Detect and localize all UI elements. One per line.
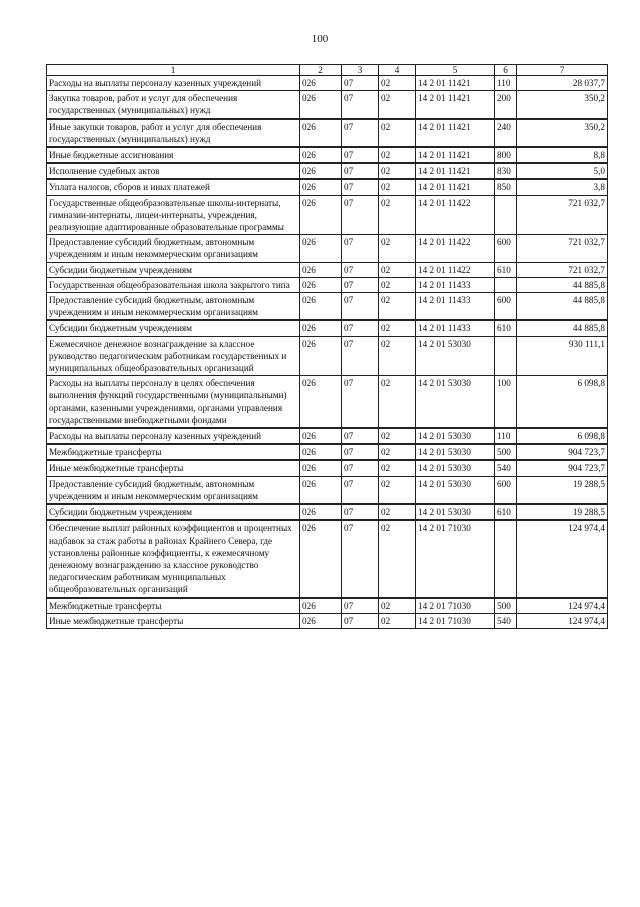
ved-code: 026 xyxy=(300,444,342,460)
column-header: 7 xyxy=(517,65,608,76)
amount: 8,8 xyxy=(517,147,608,163)
target-article-code: 14 2 01 11421 xyxy=(416,179,495,195)
amount: 930 111,1 xyxy=(517,336,608,376)
section-code: 07 xyxy=(342,163,379,179)
table-row xyxy=(47,476,608,504)
ved-code: 026 xyxy=(300,520,342,597)
section-code: 07 xyxy=(342,376,379,428)
ved-code: 026 xyxy=(300,320,342,336)
target-article-code: 14 2 01 71030 xyxy=(416,520,495,597)
subsection-code: 02 xyxy=(379,262,416,277)
target-article-code: 14 2 01 53030 xyxy=(416,336,495,376)
row-name: Межбюджетные трансферты xyxy=(47,598,300,614)
table-row xyxy=(47,179,608,195)
expense-type-code xyxy=(495,520,517,597)
ved-code: 026 xyxy=(300,428,342,444)
subsection-code: 02 xyxy=(379,119,416,147)
ved-code: 026 xyxy=(300,147,342,163)
section-code: 07 xyxy=(342,598,379,614)
table-row xyxy=(47,460,608,476)
subsection-code: 02 xyxy=(379,277,416,292)
target-article-code: 14 2 01 53030 xyxy=(416,376,495,428)
expense-type-code xyxy=(495,277,517,292)
amount: 721 032,7 xyxy=(517,195,608,235)
expense-type-code: 830 xyxy=(495,163,517,179)
expense-type-code: 110 xyxy=(495,428,517,444)
expense-type-code: 610 xyxy=(495,504,517,520)
amount: 19 288,5 xyxy=(517,504,608,520)
ved-code: 026 xyxy=(300,613,342,628)
ved-code: 026 xyxy=(300,460,342,476)
table-row xyxy=(47,262,608,277)
target-article-code: 14 2 01 11433 xyxy=(416,320,495,336)
table-row xyxy=(47,376,608,428)
ved-code: 026 xyxy=(300,195,342,235)
target-article-code: 14 2 01 53030 xyxy=(416,504,495,520)
section-code: 07 xyxy=(342,520,379,597)
target-article-code: 14 2 01 11422 xyxy=(416,195,495,235)
subsection-code: 02 xyxy=(379,179,416,195)
section-code: 07 xyxy=(342,460,379,476)
target-article-code: 14 2 01 11421 xyxy=(416,76,495,91)
amount: 350,2 xyxy=(517,119,608,147)
row-name: Уплата налогов, сборов и иных платежей xyxy=(47,179,300,195)
section-code: 07 xyxy=(342,235,379,262)
section-code: 07 xyxy=(342,444,379,460)
row-name: Предоставление субсидий бюджетным, автономным учреждениям и иным некоммерческим организациям xyxy=(47,476,300,504)
row-name: Обеспечение выплат районных коэффициентов и процентных надбавок за стаж работы в районах Крайнего Севера, где установлены районные коэффициенты, к ежемесячному денежному вознаграждению за классное руководство педагогическим работникам муниципальных общеобразовательных организаций xyxy=(47,520,300,597)
expense-type-code: 850 xyxy=(495,179,517,195)
column-header: 3 xyxy=(342,65,379,76)
row-name: Ежемесячное денежное вознаграждение за классное руководство педагогическим работникам государственных и муниципальных общеобразовательных организаций xyxy=(47,336,300,376)
row-name: Предоставление субсидий бюджетным, автономным учреждениям и иным некоммерческим организациям xyxy=(47,235,300,262)
row-name: Расходы на выплаты персоналу казенных учреждений xyxy=(47,428,300,444)
expense-type-code: 240 xyxy=(495,119,517,147)
target-article-code: 14 2 01 11433 xyxy=(416,293,495,321)
table-body xyxy=(47,76,608,629)
row-name: Предоставление субсидий бюджетным, автономным учреждениям и иным некоммерческим организациям xyxy=(47,293,300,321)
ved-code: 026 xyxy=(300,91,342,119)
section-code: 07 xyxy=(342,613,379,628)
subsection-code: 02 xyxy=(379,195,416,235)
subsection-code: 02 xyxy=(379,293,416,321)
subsection-code: 02 xyxy=(379,76,416,91)
section-code: 07 xyxy=(342,76,379,91)
target-article-code: 14 2 01 71030 xyxy=(416,613,495,628)
amount: 6 098,8 xyxy=(517,376,608,428)
expense-type-code xyxy=(495,336,517,376)
ved-code: 026 xyxy=(300,235,342,262)
row-name: Государственные общеобразовательные школы-интернаты, гимназии-интернаты, лицеи-интернаты, учреждения, реализующие адаптированные образовательные программы xyxy=(47,195,300,235)
ved-code: 026 xyxy=(300,336,342,376)
column-header: 2 xyxy=(300,65,342,76)
expense-type-code: 540 xyxy=(495,613,517,628)
column-header: 4 xyxy=(379,65,416,76)
target-article-code: 14 2 01 11433 xyxy=(416,277,495,292)
amount: 6 098,8 xyxy=(517,428,608,444)
ved-code: 026 xyxy=(300,76,342,91)
table-row xyxy=(47,520,608,597)
target-article-code: 14 2 01 53030 xyxy=(416,428,495,444)
table-row xyxy=(47,320,608,336)
ved-code: 026 xyxy=(300,277,342,292)
section-code: 07 xyxy=(342,179,379,195)
expense-type-code: 540 xyxy=(495,460,517,476)
subsection-code: 02 xyxy=(379,376,416,428)
table-row xyxy=(47,163,608,179)
expense-type-code: 100 xyxy=(495,376,517,428)
row-name: Субсидии бюджетным учреждениям xyxy=(47,504,300,520)
section-code: 07 xyxy=(342,476,379,504)
table-row xyxy=(47,235,608,262)
section-code: 07 xyxy=(342,336,379,376)
row-name: Иные межбюджетные трансферты xyxy=(47,460,300,476)
table-row xyxy=(47,277,608,292)
amount: 44 885,8 xyxy=(517,277,608,292)
expense-type-code: 610 xyxy=(495,320,517,336)
target-article-code: 14 2 01 71030 xyxy=(416,598,495,614)
row-name: Государственная общеобразовательная школа закрытого типа xyxy=(47,277,300,292)
subsection-code: 02 xyxy=(379,476,416,504)
table-row xyxy=(47,147,608,163)
ved-code: 026 xyxy=(300,293,342,321)
column-number-row xyxy=(47,65,608,76)
amount: 124 974,4 xyxy=(517,520,608,597)
subsection-code: 02 xyxy=(379,504,416,520)
subsection-code: 02 xyxy=(379,613,416,628)
amount: 721 032,7 xyxy=(517,262,608,277)
table-row xyxy=(47,613,608,628)
subsection-code: 02 xyxy=(379,444,416,460)
amount: 124 974,4 xyxy=(517,613,608,628)
row-name: Иные межбюджетные трансферты xyxy=(47,613,300,628)
section-code: 07 xyxy=(342,147,379,163)
amount: 44 885,8 xyxy=(517,293,608,321)
table-row xyxy=(47,119,608,147)
column-header: 5 xyxy=(416,65,495,76)
amount: 19 288,5 xyxy=(517,476,608,504)
expense-type-code: 500 xyxy=(495,598,517,614)
subsection-code: 02 xyxy=(379,320,416,336)
row-name: Иные бюджетные ассигнования xyxy=(47,147,300,163)
expense-type-code: 610 xyxy=(495,262,517,277)
expense-type-code: 500 xyxy=(495,444,517,460)
expense-type-code: 600 xyxy=(495,293,517,321)
target-article-code: 14 2 01 53030 xyxy=(416,460,495,476)
subsection-code: 02 xyxy=(379,428,416,444)
section-code: 07 xyxy=(342,293,379,321)
subsection-code: 02 xyxy=(379,460,416,476)
budget-table xyxy=(46,64,608,629)
target-article-code: 14 2 01 11422 xyxy=(416,235,495,262)
ved-code: 026 xyxy=(300,163,342,179)
target-article-code: 14 2 01 53030 xyxy=(416,444,495,460)
subsection-code: 02 xyxy=(379,91,416,119)
expense-type-code: 600 xyxy=(495,476,517,504)
ved-code: 026 xyxy=(300,179,342,195)
amount: 44 885,8 xyxy=(517,320,608,336)
amount: 3,8 xyxy=(517,179,608,195)
amount: 904 723,7 xyxy=(517,444,608,460)
row-name: Расходы на выплаты персоналу казенных учреждений xyxy=(47,76,300,91)
row-name: Иные закупки товаров, работ и услуг для обеспечения государственных (муниципальных) нужд xyxy=(47,119,300,147)
table-row xyxy=(47,598,608,614)
subsection-code: 02 xyxy=(379,520,416,597)
expense-type-code: 800 xyxy=(495,147,517,163)
subsection-code: 02 xyxy=(379,336,416,376)
ved-code: 026 xyxy=(300,598,342,614)
target-article-code: 14 2 01 53030 xyxy=(416,476,495,504)
column-header: 1 xyxy=(47,65,300,76)
column-header: 6 xyxy=(495,65,517,76)
section-code: 07 xyxy=(342,119,379,147)
table-row xyxy=(47,428,608,444)
amount: 5,0 xyxy=(517,163,608,179)
section-code: 07 xyxy=(342,262,379,277)
ved-code: 026 xyxy=(300,476,342,504)
amount: 721 032,7 xyxy=(517,235,608,262)
row-name: Исполнение судебных актов xyxy=(47,163,300,179)
section-code: 07 xyxy=(342,504,379,520)
table-row xyxy=(47,91,608,119)
row-name: Субсидии бюджетным учреждениям xyxy=(47,320,300,336)
section-code: 07 xyxy=(342,277,379,292)
ved-code: 026 xyxy=(300,262,342,277)
row-name: Закупка товаров, работ и услуг для обеспечения государственных (муниципальных) нужд xyxy=(47,91,300,119)
subsection-code: 02 xyxy=(379,163,416,179)
table-row xyxy=(47,195,608,235)
table-row xyxy=(47,76,608,91)
target-article-code: 14 2 01 11422 xyxy=(416,262,495,277)
subsection-code: 02 xyxy=(379,598,416,614)
table-row xyxy=(47,293,608,321)
expense-type-code: 200 xyxy=(495,91,517,119)
expense-type-code: 600 xyxy=(495,235,517,262)
section-code: 07 xyxy=(342,320,379,336)
table-row xyxy=(47,504,608,520)
table-row xyxy=(47,444,608,460)
ved-code: 026 xyxy=(300,504,342,520)
row-name: Субсидии бюджетным учреждениям xyxy=(47,262,300,277)
amount: 904 723,7 xyxy=(517,460,608,476)
target-article-code: 14 2 01 11421 xyxy=(416,119,495,147)
row-name: Межбюджетные трансферты xyxy=(47,444,300,460)
subsection-code: 02 xyxy=(379,147,416,163)
expense-type-code: 110 xyxy=(495,76,517,91)
amount: 124 974,4 xyxy=(517,598,608,614)
page-number: 100 xyxy=(311,33,329,45)
section-code: 07 xyxy=(342,91,379,119)
section-code: 07 xyxy=(342,428,379,444)
subsection-code: 02 xyxy=(379,235,416,262)
row-name: Расходы на выплаты персоналу в целях обеспечения выполнения функций государственными (муниципальными) органами, казенными учреждениями, органами управления государственными внебюджетными фондами xyxy=(47,376,300,428)
ved-code: 026 xyxy=(300,376,342,428)
amount: 28 037,7 xyxy=(517,76,608,91)
expense-type-code xyxy=(495,195,517,235)
section-code: 07 xyxy=(342,195,379,235)
target-article-code: 14 2 01 11421 xyxy=(416,147,495,163)
target-article-code: 14 2 01 11421 xyxy=(416,91,495,119)
amount: 350,2 xyxy=(517,91,608,119)
table-row xyxy=(47,336,608,376)
target-article-code: 14 2 01 11421 xyxy=(416,163,495,179)
ved-code: 026 xyxy=(300,119,342,147)
